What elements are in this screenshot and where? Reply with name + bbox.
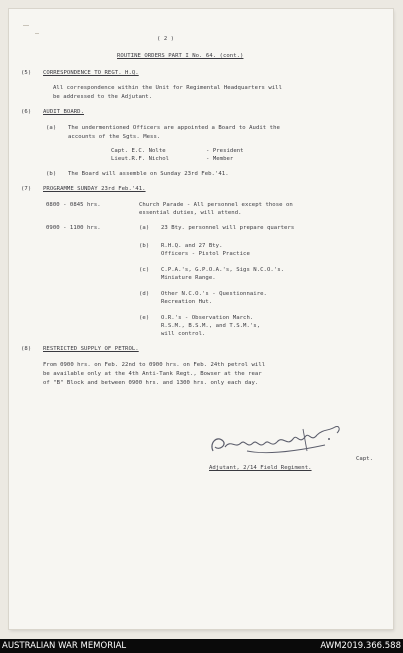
activity-line: O.R.'s - Observation March. [161, 315, 254, 321]
activity-label: (a) [139, 225, 150, 231]
paragraph-line: of "B" Block and between 0900 hrs. and 1300 hrs. only each day. [43, 380, 259, 386]
section-heading: AUDIT BOARD. [43, 109, 85, 115]
section-heading: RESTRICTED SUPPLY OF PETROL. [43, 346, 139, 352]
item-label: (a) [46, 125, 57, 131]
paragraph-line: All correspondence within the Unit for Regimental Headquarters will [53, 85, 282, 91]
activity-line: will control. [161, 331, 206, 337]
board-member-role: - Member [206, 156, 234, 162]
footer-bar [0, 639, 403, 653]
item-label: (b) [46, 171, 57, 177]
section-heading: CORRESPONDENCE TO REGT. H.Q. [43, 70, 139, 76]
paper-mark [35, 33, 39, 34]
document-title: ROUTINE ORDERS PART I No. 64. (cont.) [117, 53, 244, 59]
paragraph-line: The Board will assemble on Sunday 23rd Feb.'41. [68, 171, 229, 177]
schedule-line: essential duties, will attend. [139, 210, 242, 216]
schedule-time: 0900 - 1100 hrs. [46, 225, 101, 231]
footer-accession-number: AWM2019.366.588 [320, 641, 401, 651]
schedule-time: 0800 - 0845 hrs. [46, 202, 101, 208]
section-number: (6) [21, 109, 32, 115]
board-member-role: - President [206, 148, 244, 154]
activity-line: R.S.M., B.S.M., and T.S.M.'s, [161, 323, 261, 329]
board-member-name: Capt. E.C. Nolte [111, 148, 166, 154]
activity-label: (e) [139, 315, 150, 321]
activity-label: (d) [139, 291, 150, 297]
activity-label: (c) [139, 267, 150, 273]
paragraph-line: The undermentioned Officers are appointed a Board to Audit the [68, 125, 280, 131]
section-number: (7) [21, 186, 32, 192]
footer-institution: AUSTRALIAN WAR MEMORIAL [2, 641, 127, 651]
activity-line: Other N.C.O.'s - Questionnaire. [161, 291, 267, 297]
paper-mark [23, 25, 29, 26]
activity-line: Miniature Range. [161, 275, 216, 281]
signature-appointment: Adjutant, 2/14 Field Regiment. [209, 465, 312, 471]
schedule-line: Church Parade - All personnel except those on [139, 202, 293, 208]
handwritten-signature [207, 421, 347, 461]
activity-line: C.P.A.'s, G.P.O.A.'s, Sigs N.C.O.'s. [161, 267, 285, 273]
section-heading: PROGRAMME SUNDAY 23rd Feb.'41. [43, 186, 146, 192]
section-number: (8) [21, 346, 32, 352]
paragraph-line: be addressed to the Adjutant. [53, 94, 153, 100]
activity-line: Recreation Hut. [161, 299, 213, 305]
signature-rank: Capt. [356, 456, 374, 462]
paragraph-line: be available only at the 4th Anti-Tank Regt., Bowser at the rear [43, 371, 262, 377]
activity-line: 23 Bty. personnel will prepare quarters [161, 225, 295, 231]
paragraph-line: From 0900 hrs. on Feb. 22nd to 0900 hrs. on Feb. 24th petrol will [43, 362, 266, 368]
paragraph-line: accounts of the Sgts. Mess. [68, 134, 161, 140]
activity-line: Officers - Pistol Practice [161, 251, 250, 257]
board-member-name: Lieut.R.F. Nichol [111, 156, 170, 162]
activity-line: R.H.Q. and 27 Bty. [161, 243, 223, 249]
activity-label: (b) [139, 243, 150, 249]
page-number: ( 2 ) [157, 36, 175, 42]
section-number: (5) [21, 70, 32, 76]
